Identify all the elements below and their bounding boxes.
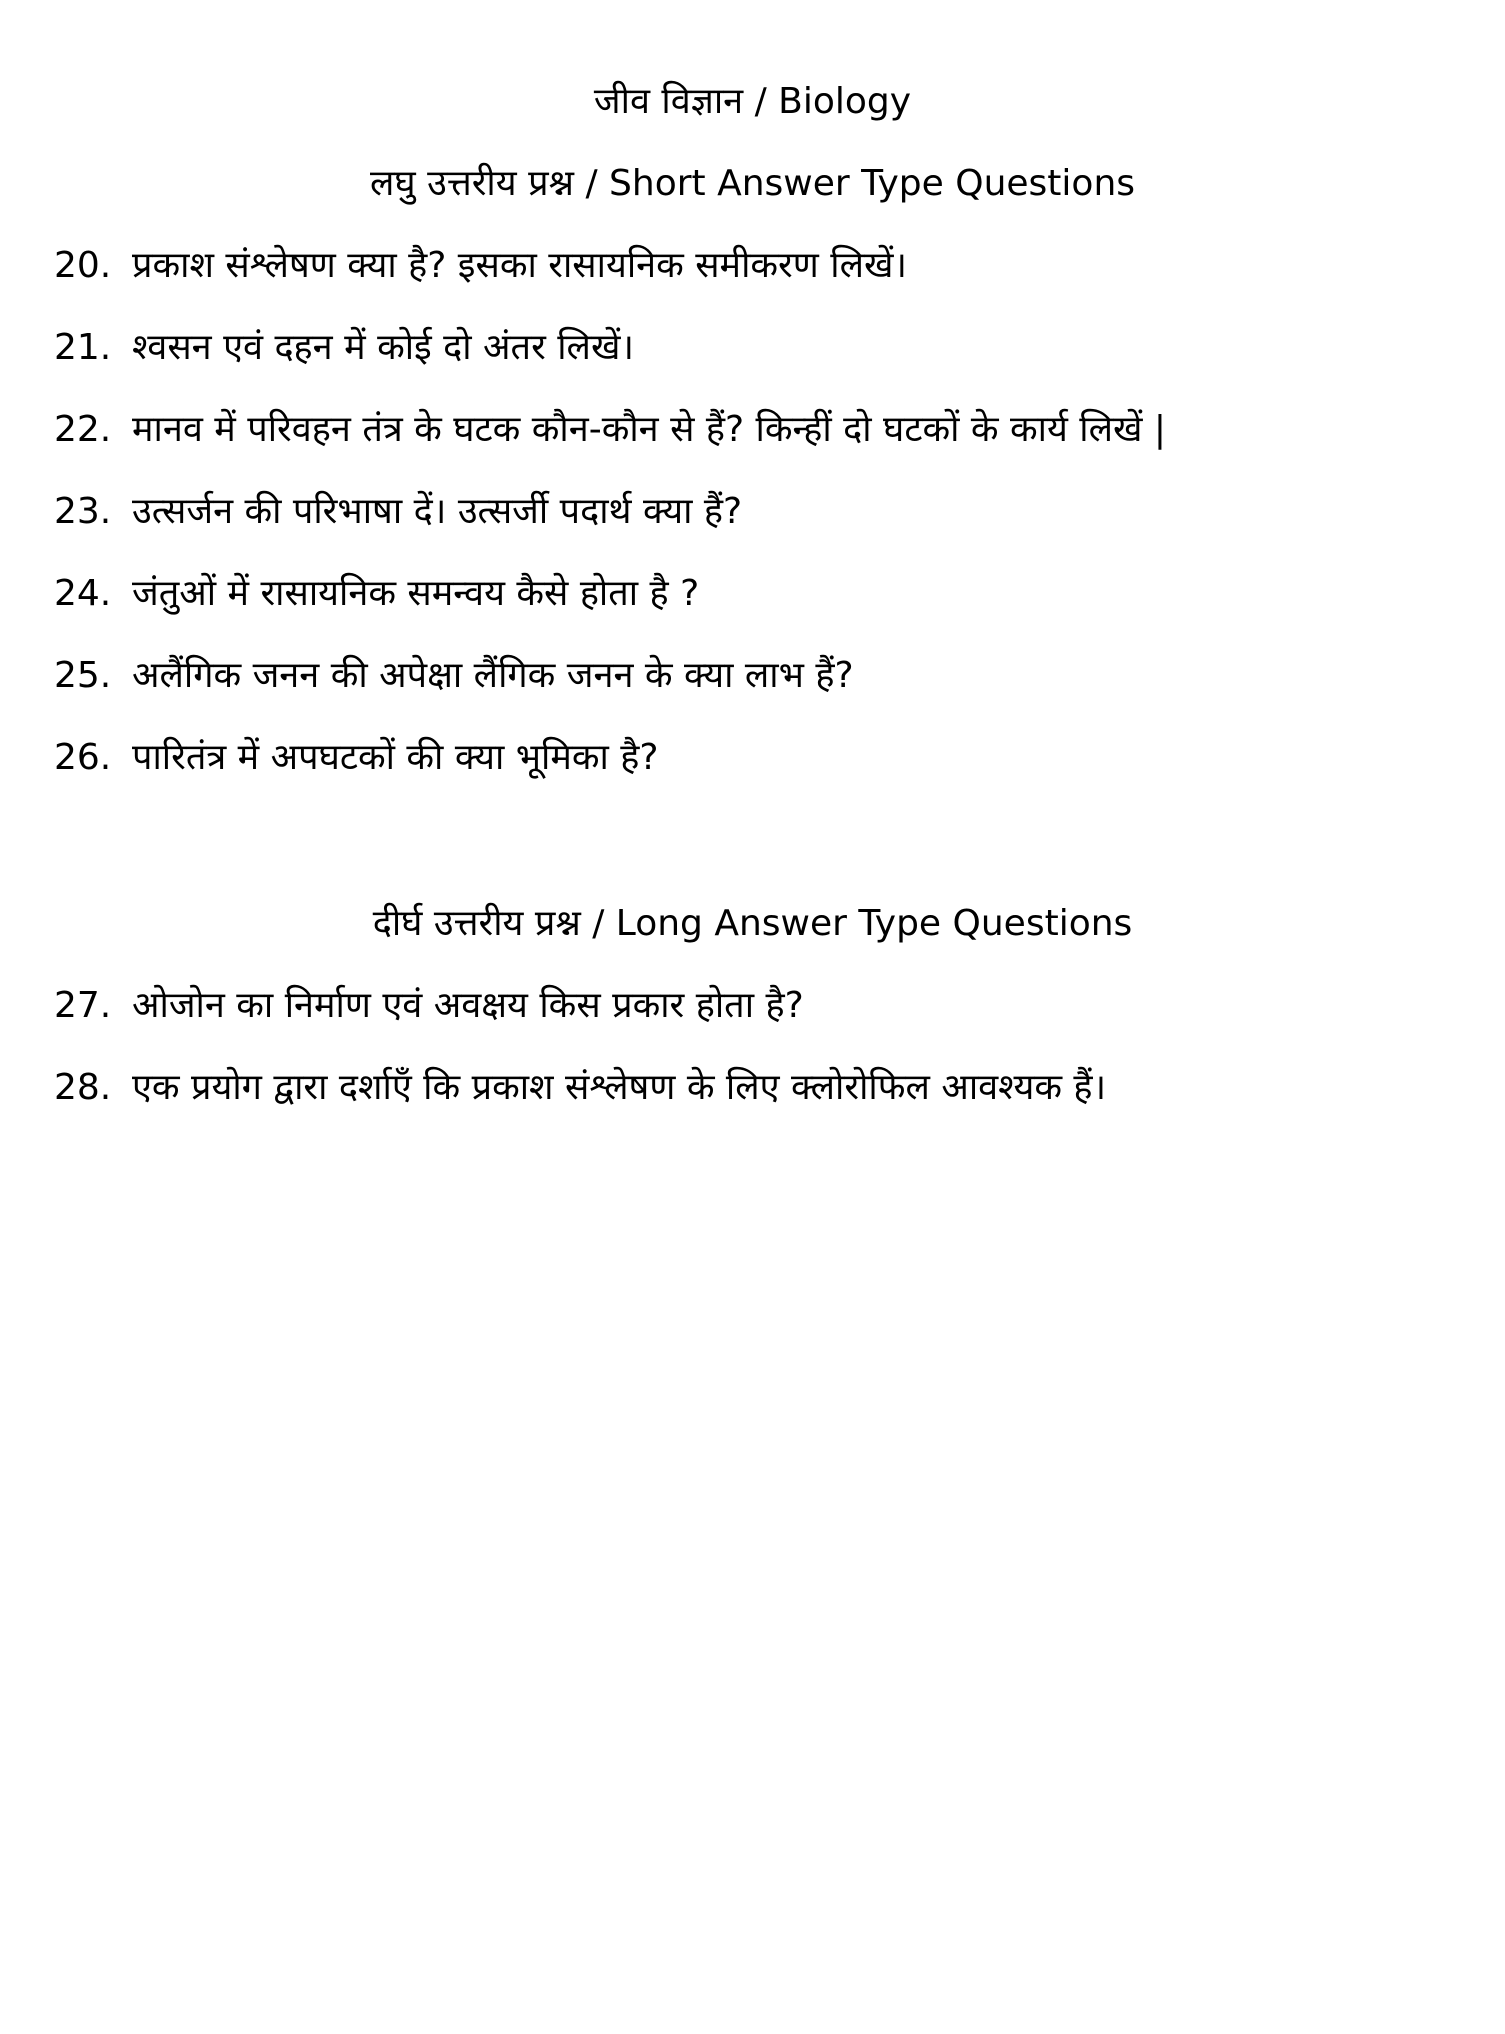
question-item [54,980,1474,1062]
question-item [54,404,1474,486]
question-number: 21. [54,327,112,368]
question-text: ओजोन का निर्माण एवं अवक्षय किस प्रकार होता है? [132,985,804,1026]
question-text: श्वसन एवं दहन में कोई दो अंतर लिखें। [132,327,635,368]
long-answer-question-list [54,980,1474,1144]
question-text: प्रकाश संश्लेषण क्या है? इसका रासायनिक समीकरण लिखें। [132,245,908,286]
question-number: 27. [54,985,112,1026]
question-text: जंतुओं में रासायनिक समन्वय कैसे होता है ? [132,573,700,614]
short-answer-section-title: लघु उत्तरीय प्रश्न / Short Answer Type Questions [369,163,1136,204]
question-text: मानव में परिवहन तंत्र के घटक कौन-कौन से हैं? किन्हीं दो घटकों के कार्य लिखें | [132,409,1167,450]
question-item [54,732,1474,814]
question-number: 26. [54,737,112,778]
question-text: एक प्रयोग द्वारा दर्शाएँ कि प्रकाश संश्लेषण के लिए क्लोरोफिल आवश्यक हैं। [132,1067,1107,1108]
question-text: पारितंत्र में अपघटकों की क्या भूमिका है? [132,737,659,778]
question-number: 28. [54,1067,112,1108]
question-item [54,650,1474,732]
subject-title: जीव विज्ञान / Biology [593,81,912,122]
question-item [54,322,1474,404]
question-number: 20. [54,245,112,286]
question-text: अलैंगिक जनन की अपेक्षा लैंगिक जनन के क्या लाभ हैं? [132,655,854,696]
question-item [54,568,1474,650]
question-number: 24. [54,573,112,614]
short-answer-question-list [54,240,1474,814]
question-number: 22. [54,409,112,450]
question-item [54,240,1474,322]
question-number: 25. [54,655,112,696]
question-item [54,486,1474,568]
question-item [54,1062,1474,1144]
long-answer-section-title: दीर्घ उत्तरीय प्रश्न / Long Answer Type Questions [372,903,1133,944]
question-text: उत्सर्जन की परिभाषा दें। उत्सर्जी पदार्थ क्या हैं? [132,491,743,532]
question-number: 23. [54,491,112,532]
